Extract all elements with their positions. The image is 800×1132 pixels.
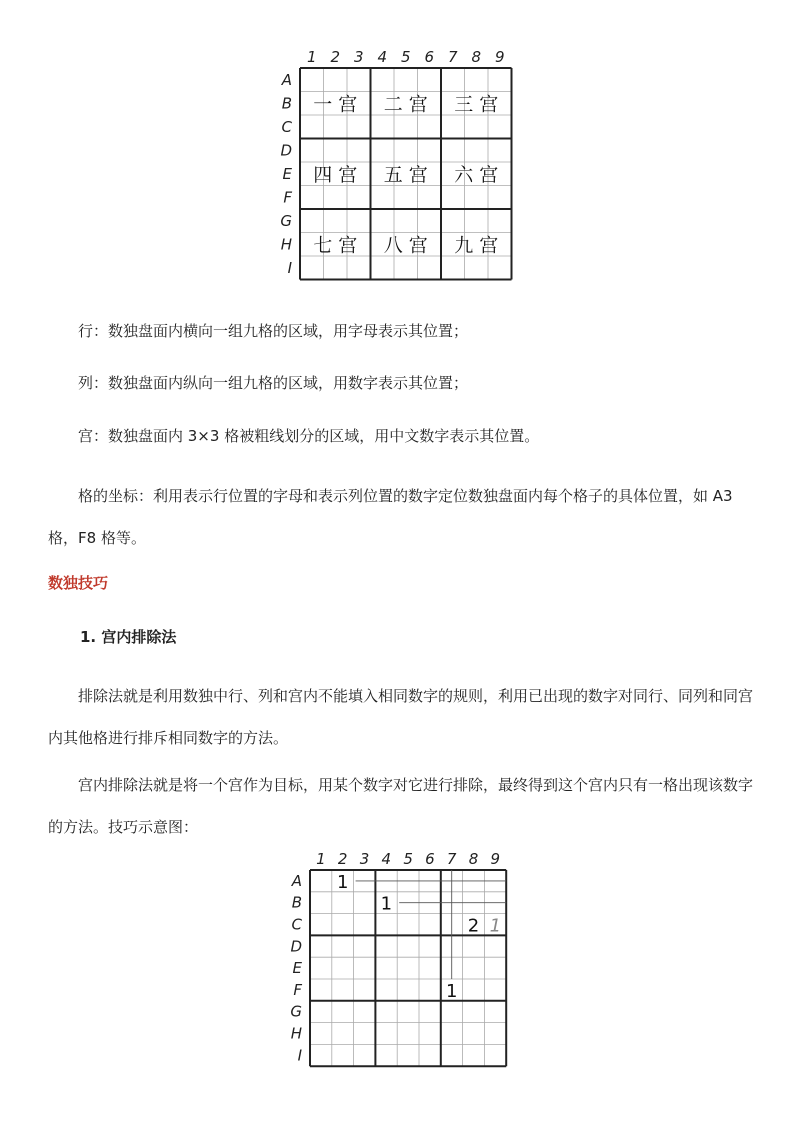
- fig2-col-label: 6: [425, 850, 435, 868]
- subsection-title: 1. 宫内排除法: [80, 628, 177, 646]
- fig2-col-label: 4: [381, 850, 392, 868]
- fig1-row-label: B: [281, 94, 292, 113]
- fig1-col-label: 1: [306, 48, 317, 66]
- sudoku-box-diagram: [270, 44, 520, 284]
- fig2-row-label: F: [293, 980, 302, 999]
- given-digit: 1: [336, 871, 349, 893]
- fig2-col-label: 9: [490, 850, 501, 868]
- fig1-row-label: F: [283, 188, 292, 207]
- fig1-col-label: 9: [494, 48, 505, 66]
- fig2-col-label: 5: [403, 850, 413, 868]
- box-name-label: 四 宫: [313, 163, 358, 186]
- fig1-row-label: H: [280, 235, 292, 254]
- fig2-col-label: 3: [359, 850, 370, 868]
- definition-col: 列：数独盘面内纵向一组九格的区域，用数字表示其位置；: [78, 374, 469, 392]
- fig1-col-label: 6: [424, 48, 435, 66]
- definition-row: 行：数独盘面内横向一组九格的区域，用字母表示其位置；: [78, 322, 469, 340]
- fig2-row-label: I: [297, 1046, 302, 1065]
- fig2-row-label: D: [290, 937, 302, 956]
- fig1-row-label: G: [280, 211, 292, 230]
- fig1-row-label: I: [287, 258, 292, 277]
- definition-coordinate: 格的坐标：利用表示行位置的字母和表示列位置的数字定位数独盘面内每个格子的具体位置，如 A3 格，F8 格等。: [48, 487, 733, 547]
- fig2-col-label: 2: [337, 850, 348, 868]
- box-name-label: 三 宫: [454, 93, 499, 116]
- fig2-row-label: G: [290, 1002, 302, 1021]
- fig2-row-label: A: [291, 871, 302, 890]
- fig1-col-label: 8: [471, 48, 482, 66]
- given-digit: 2: [467, 915, 480, 937]
- box-exclusion-diagram: [280, 846, 520, 1070]
- fig2-row-label: B: [291, 893, 302, 912]
- fig2-col-label: 1: [316, 850, 326, 868]
- section-title: 数独技巧: [48, 574, 109, 592]
- fig2-row-label: E: [292, 959, 302, 978]
- fig1-col-label: 4: [377, 48, 388, 66]
- box-name-label: 六 宫: [454, 163, 499, 186]
- box-name-label: 九 宫: [454, 234, 499, 257]
- fig2-col-label: 8: [468, 850, 479, 868]
- given-digit: 1: [380, 893, 393, 915]
- fig2-col-label: 7: [446, 850, 457, 868]
- box-name-label: 八 宫: [383, 234, 428, 257]
- fig2-row-label: H: [290, 1024, 302, 1043]
- fig1-col-label: 7: [447, 48, 458, 66]
- fig1-col-label: 3: [353, 48, 364, 66]
- paragraph-exclusion: 排除法就是利用数独中行、列和宫内不能填入相同数字的规则，利用已出现的数字对同行、同列和同宫内其他格进行排斥相同数字的方法。: [48, 687, 754, 747]
- paragraph-box-exclusion: 宫内排除法就是将一个宫作为目标，用某个数字对它进行排除，最终得到这个宫内只有一格出现该数字的方法。技巧示意图：: [48, 776, 754, 836]
- box-name-label: 一 宫: [313, 93, 358, 116]
- deduced-digit: 1: [489, 915, 502, 937]
- fig1-col-label: 2: [330, 48, 341, 66]
- box-name-label: 二 宫: [383, 93, 428, 116]
- definition-box: 宫：数独盘面内 3×3 格被粗线划分的区域，用中文数字表示其位置。: [78, 427, 540, 445]
- box-name-label: 五 宫: [383, 163, 428, 186]
- given-digit: 1: [445, 980, 458, 1002]
- fig1-row-label: D: [280, 141, 292, 160]
- fig1-col-label: 5: [400, 48, 411, 66]
- fig1-row-label: E: [282, 164, 292, 183]
- fig2-row-label: C: [291, 915, 302, 934]
- box-name-label: 七 宫: [313, 234, 358, 257]
- fig1-row-label: C: [281, 117, 292, 136]
- fig1-row-label: A: [281, 70, 292, 89]
